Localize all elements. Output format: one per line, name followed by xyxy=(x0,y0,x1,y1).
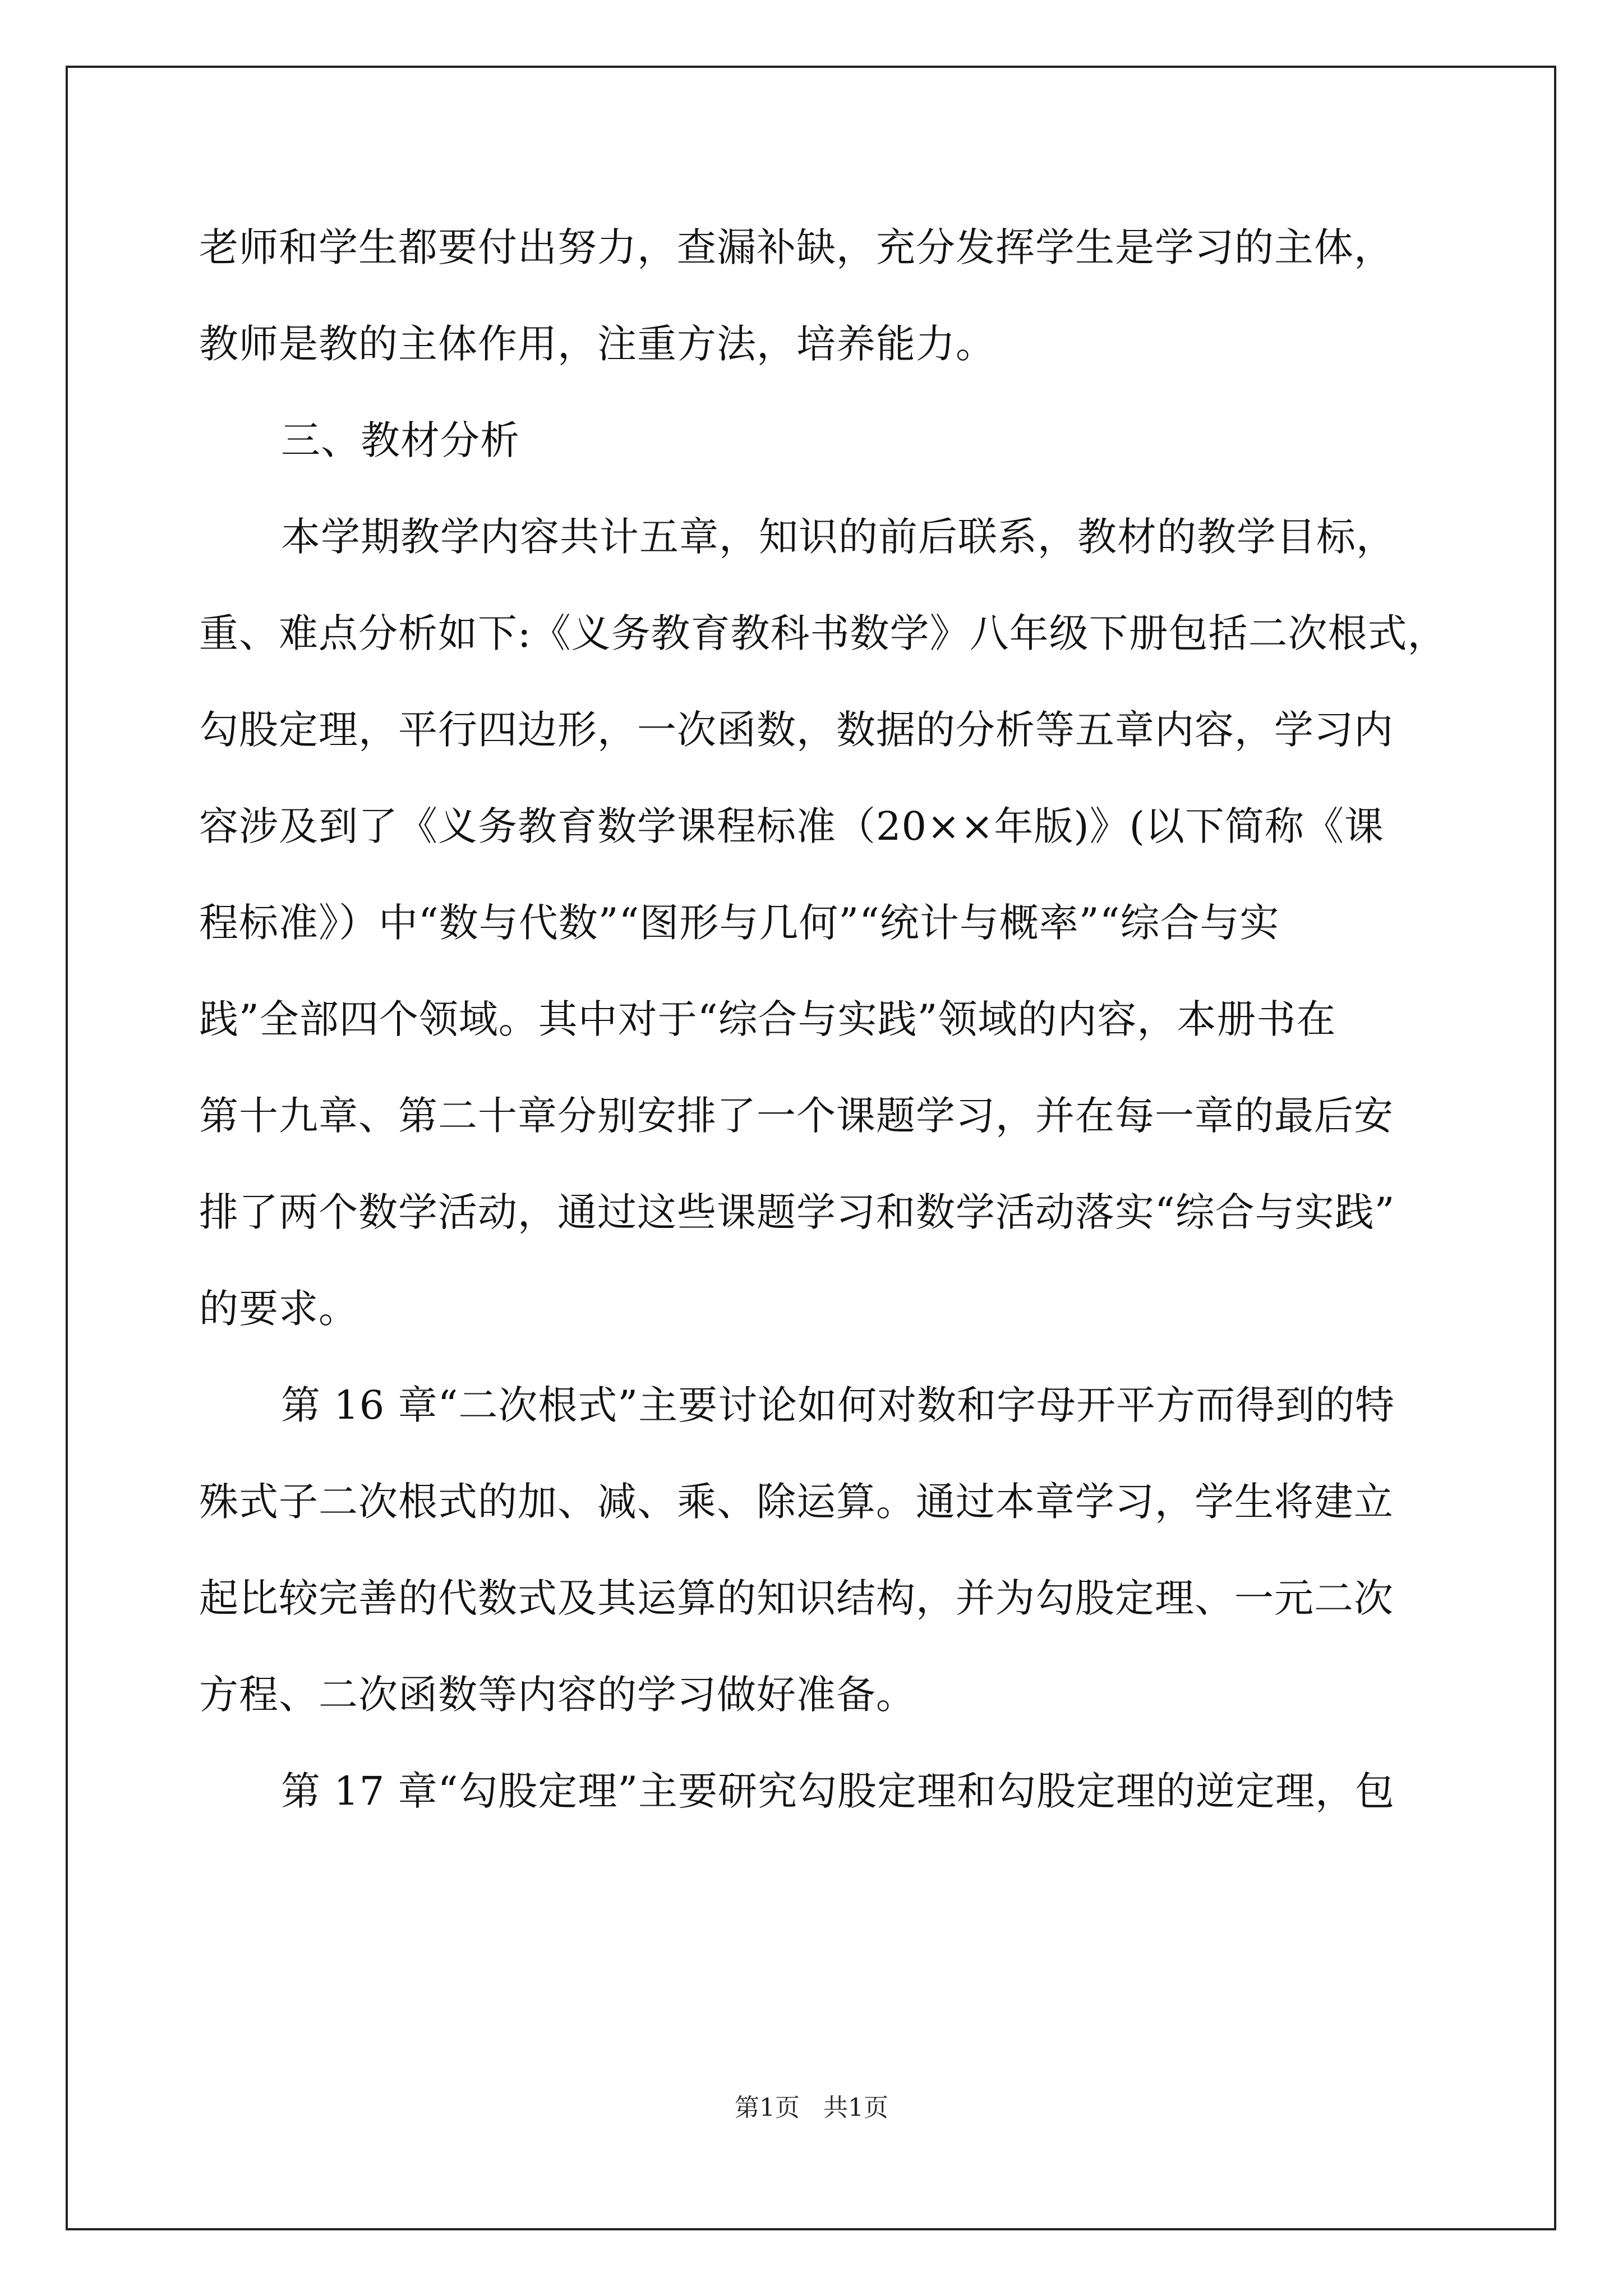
document-body xyxy=(199,210,1447,1851)
paragraph-start: 本学期教学内容共计五章，知识的前后联系，教材的教学目标， xyxy=(281,514,1396,560)
text-line: 殊式子二次根式的加、减、乘、除运算。通过本章学习，学生将建立 xyxy=(199,1479,1394,1525)
paragraph-start: 第 16 章“二次根式”主要讨论如何对数和字母开平方而得到的特 xyxy=(281,1382,1395,1428)
text-line: 方程、二次函数等内容的学习做好准备。 xyxy=(199,1672,916,1718)
text-line: 教师是教的主体作用，注重方法，培养能力。 xyxy=(199,321,995,367)
text-line: 践”全部四个领域。其中对于“综合与实践”领域的内容，本册书在 xyxy=(199,996,1336,1042)
text-line: 程标准》）中“数与代数”“图形与几何”“统计与概率”“综合与实 xyxy=(199,900,1280,946)
text-line: 起比较完善的代数式及其运算的知识结构，并为勾股定理、一元二次 xyxy=(199,1575,1394,1621)
text-line: 重、难点分析如下:《义务教育教科书数学》八年级下册包括二次根式， xyxy=(199,610,1447,656)
text-line: 老师和学生都要付出努力，查漏补缺，充分发挥学生是学习的主体， xyxy=(199,224,1394,270)
text-line: 容涉及到了《义务教育数学课程标准（20××年版)》(以下简称《课 xyxy=(199,803,1384,849)
text-line: 勾股定理，平行四边形，一次函数，数据的分析等五章内容，学习内 xyxy=(199,707,1394,753)
text-line: 的要求。 xyxy=(199,1286,358,1332)
page-footer: 第1页 共1页 xyxy=(735,2093,888,2122)
paragraph-start: 第 17 章“勾股定理”主要研究勾股定理和勾股定理的逆定理，包 xyxy=(281,1768,1395,1814)
text-line: 排了两个数学活动，通过这些课题学习和数学活动落实“综合与实践” xyxy=(199,1189,1395,1235)
section-heading: 三、教材分析 xyxy=(281,417,520,463)
text-line: 第十九章、第二十章分别安排了一个课题学习，并在每一章的最后安 xyxy=(199,1093,1394,1139)
